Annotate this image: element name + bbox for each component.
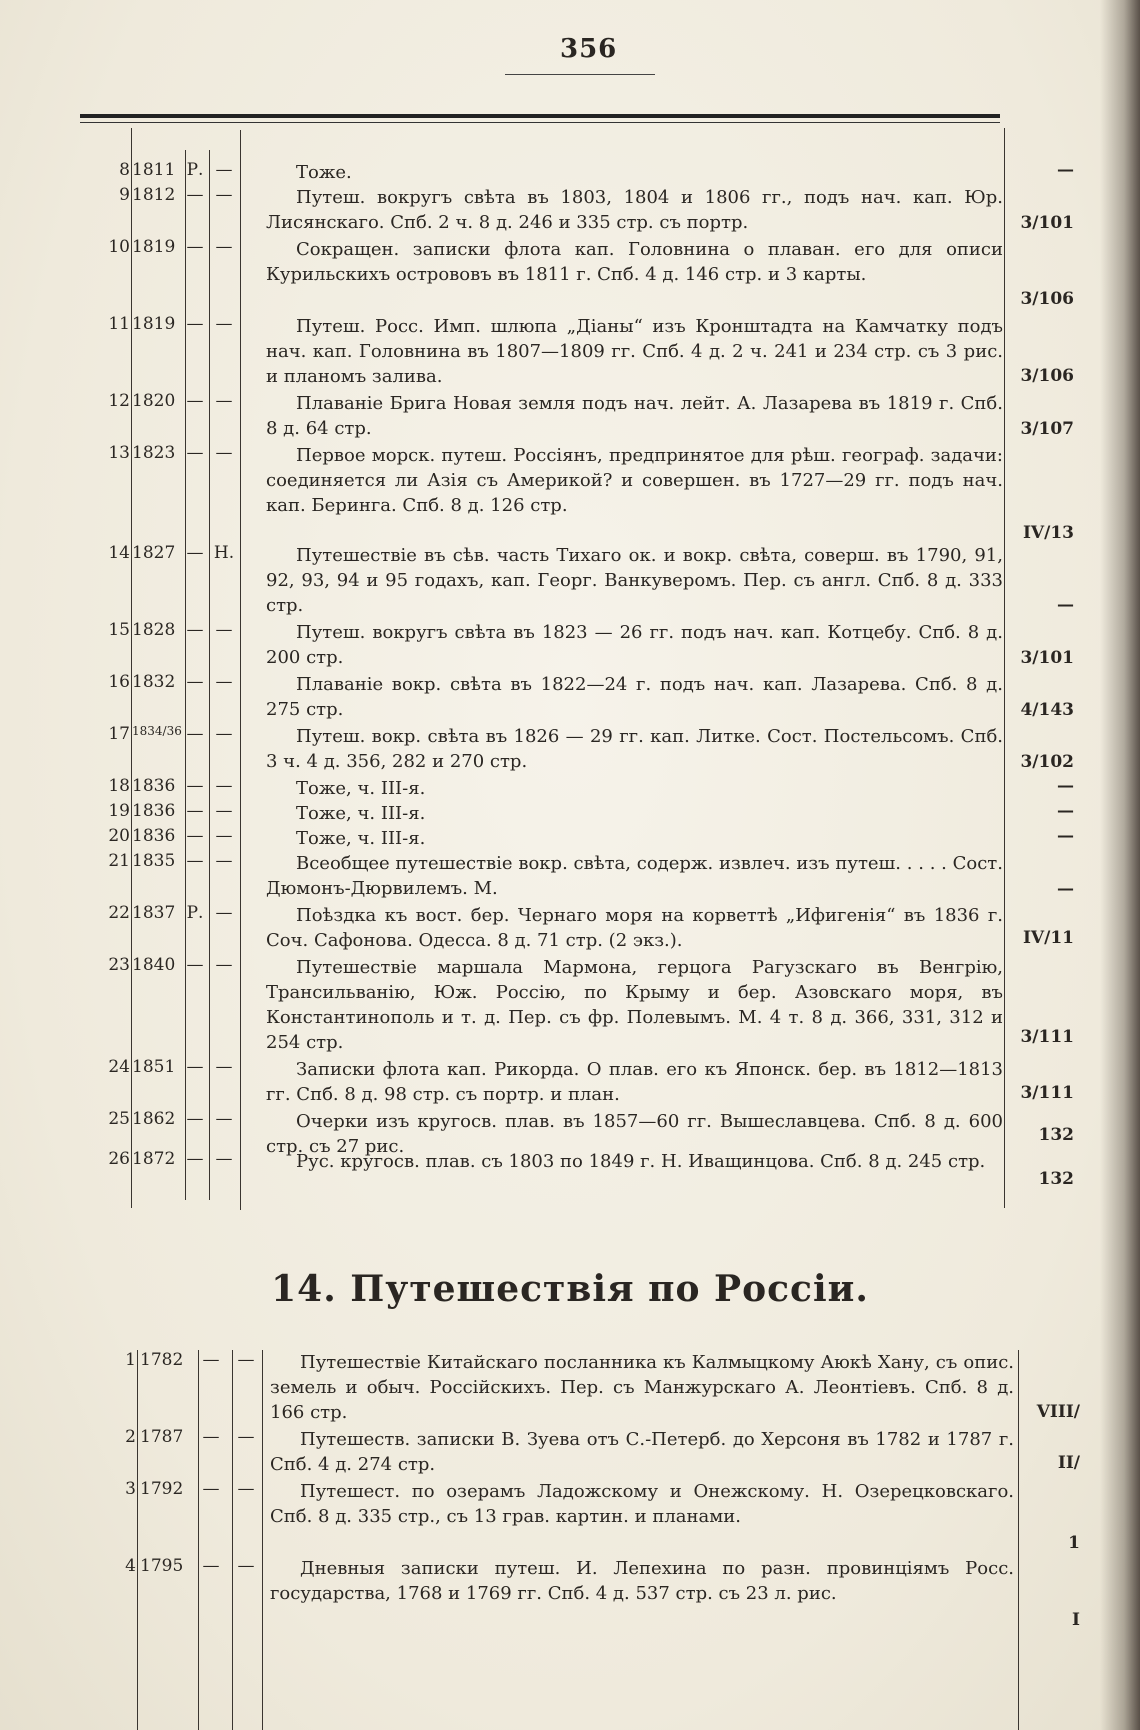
column-line — [209, 150, 210, 1200]
shelf-reference: IV/13 — [1022, 523, 1074, 543]
entry-mark: — — [186, 672, 204, 692]
section-title: 14. Путешествія по Россіи. — [271, 1268, 869, 1310]
entry-mark: — — [202, 1427, 220, 1447]
entry-mark: — — [202, 1350, 220, 1370]
column-line — [131, 128, 132, 1208]
column-line — [232, 1350, 233, 1730]
entry-mark: — — [215, 955, 233, 975]
entry-description: Тоже, ч. III-я. — [296, 828, 426, 849]
entry-number: 16 — [108, 672, 130, 692]
entry-number: 8 — [119, 160, 130, 180]
entry-year: 1836 — [132, 776, 176, 796]
entry-number: 17 — [108, 724, 130, 744]
entry-mark: — — [186, 955, 204, 975]
entry-number: 23 — [108, 955, 130, 975]
column-line — [262, 1350, 263, 1730]
entry-number: 22 — [108, 903, 130, 923]
entry-number: 18 — [108, 776, 130, 796]
entry-number: 3 — [125, 1479, 136, 1499]
entry-mark: — — [186, 1149, 204, 1169]
entry-year: 1819 — [132, 314, 176, 334]
shelf-reference: — — [1057, 826, 1074, 846]
entry-description: Плаваніе Брига Новая земля подъ нач. лейт. А. Лазарева въ 1819 г. Спб. 8 д. 64 стр. — [266, 393, 1003, 439]
shelf-reference: I — [1072, 1610, 1080, 1630]
entry-year: 1834/36 — [132, 724, 182, 738]
entry-year: 1811 — [132, 160, 176, 180]
entry-mark: — — [186, 620, 204, 640]
entry-number: 26 — [108, 1149, 130, 1169]
entry-mark: — — [215, 1057, 233, 1077]
entry-description: Путешествіе Китайскаго посланника къ Калмыцкому Аюкѣ Хану, съ опис. земель и обыч. Россійскихъ. Пер. съ Манжурскаго А. Леонтіевъ. Спб. 8 д. 166 стр. — [270, 1352, 1014, 1423]
entry-number: 10 — [108, 237, 130, 257]
entry-number: 20 — [108, 826, 130, 846]
entry-year: 1851 — [132, 1057, 176, 1077]
column-line — [198, 1350, 199, 1730]
column-line — [1018, 1350, 1019, 1730]
entry-mark: — — [186, 724, 204, 744]
shelf-reference: — — [1057, 801, 1074, 821]
entry-mark: — — [186, 801, 204, 821]
entry-description: Тоже, ч. III-я. — [296, 778, 426, 799]
entry-number: 24 — [108, 1057, 130, 1077]
entry-year: 1836 — [132, 826, 176, 846]
column-line — [137, 1350, 138, 1730]
entry-mark: Р. — [186, 903, 204, 923]
entry-mark: — — [237, 1556, 255, 1576]
shelf-reference: — — [1057, 776, 1074, 796]
entry-description: Плаваніе вокр. свѣта въ 1822—24 г. подъ нач. кап. Лазарева. Спб. 8 д. 275 стр. — [266, 674, 1003, 720]
entry-mark: Р. — [186, 160, 204, 180]
entry-mark: — — [186, 185, 204, 205]
shelf-reference: 3/107 — [1020, 419, 1074, 439]
entry-mark: — — [186, 826, 204, 846]
entry-number: 15 — [108, 620, 130, 640]
entry-mark: — — [202, 1556, 220, 1576]
entry-year: 1862 — [132, 1109, 176, 1129]
entry-description: Дневныя записки путеш. И. Лепехина по разн. провинціямъ Росс. государства, 1768 и 1769 гг. Спб. 4 д. 537 стр. съ 23 л. рис. — [270, 1558, 1014, 1604]
entry-description: Рус. кругосв. плав. съ 1803 по 1849 г. Н. Иващинцова. Спб. 8 д. 245 стр. — [296, 1151, 986, 1172]
page-number: 356 — [560, 34, 618, 64]
entry-description: Тоже. — [296, 162, 352, 183]
entry-mark: — — [237, 1427, 255, 1447]
entry-description: Очерки изъ кругосв. плав. въ 1857—60 гг. Вышеславцева. Спб. 8 д. 600 стр. съ 27 рис. — [266, 1111, 1003, 1157]
entry-year: 1832 — [132, 672, 176, 692]
shelf-reference: 3/106 — [1020, 366, 1074, 386]
entry-description: Путешеств. записки В. Зуева отъ С.-Петерб. до Херсоня въ 1782 и 1787 г. Спб. 4 д. 274 стр. — [270, 1429, 1014, 1475]
entry-description: Путеш. вокругъ свѣта въ 1823 — 26 гг. подъ нач. кап. Котцебу. Спб. 8 д. 200 стр. — [266, 622, 1003, 668]
entry-number: 1 — [125, 1350, 136, 1370]
shelf-reference: 3/101 — [1020, 648, 1074, 668]
entry-mark: — — [215, 391, 233, 411]
entry-year: 1837 — [132, 903, 176, 923]
entry-year: 1872 — [132, 1149, 176, 1169]
entry-description: Путеш. Росс. Имп. шлюпа „Діаны“ изъ Кронштадта на Камчатку подъ нач. кап. Головнина въ 1807—1809 гг. Спб. 4 д. 2 ч. 241 и 234 стр. съ 3 рис. и планомъ залива. — [266, 316, 1003, 387]
entry-mark: — — [215, 826, 233, 846]
shelf-reference: 4/143 — [1020, 700, 1074, 720]
entry-number: 4 — [125, 1556, 136, 1576]
entry-description: Путеш. вокр. свѣта въ 1826 — 29 гг. кап. Литке. Сост. Постельсомъ. Спб. 3 ч. 4 д. 356, 282 и 270 стр. — [266, 726, 1003, 772]
entry-mark: — — [186, 443, 204, 463]
shelf-reference: 3/111 — [1020, 1083, 1074, 1103]
entry-year: 1787 — [140, 1427, 184, 1447]
entry-mark: — — [237, 1479, 255, 1499]
entry-mark: Н. — [213, 543, 235, 563]
entry-description: Путешествіе маршала Мармона, герцога Рагузскаго въ Венгрію, Трансильванію, Юж. Россію, по Крыму и бер. Азовскаго моря, въ Константинополь и т. д. Пер. съ фр. Полевымъ. М. 4 т. 8 д. 366, 331, 312 и 254 стр. — [266, 957, 1003, 1053]
entry-description: Записки флота кап. Рикорда. О плав. его къ Японск. бер. въ 1812—1813 гг. Спб. 8 д. 98 стр. съ портр. и план. — [266, 1059, 1003, 1105]
entry-year: 1835 — [132, 851, 176, 871]
shelf-reference: — — [1057, 879, 1074, 899]
entry-mark: — — [186, 1057, 204, 1077]
entry-year: 1782 — [140, 1350, 184, 1370]
entry-number: 19 — [108, 801, 130, 821]
page-number-underline — [505, 74, 655, 75]
entry-mark: — — [215, 672, 233, 692]
entry-number: 11 — [108, 314, 130, 334]
entry-year: 1836 — [132, 801, 176, 821]
entry-mark: — — [215, 160, 233, 180]
entry-description: Поѣздка къ вост. бер. Чернаго моря на корветтѣ „Ифигенія“ въ 1836 г. Соч. Сафонова. Одесса. 8 д. 71 стр. (2 экз.). — [266, 905, 1003, 951]
entry-description: Сокращен. записки флота кап. Головнина о плаван. его для описи Курильскихъ острововъ въ 1811 г. Спб. 4 д. 146 стр. и 3 карты. — [266, 239, 1003, 285]
entry-mark: — — [237, 1350, 255, 1370]
entry-number: 2 — [125, 1427, 136, 1447]
entry-mark: — — [186, 851, 204, 871]
entry-description: Путешест. по озерамъ Ладожскому и Онежскому. Н. Озерецковскаго. Спб. 8 д. 335 стр., съ 13 грав. картин. и планами. — [270, 1481, 1014, 1527]
entry-mark: — — [215, 443, 233, 463]
shelf-reference: IV/11 — [1022, 928, 1074, 948]
entry-year: 1795 — [140, 1556, 184, 1576]
entry-mark: — — [186, 391, 204, 411]
shelf-reference: 3/101 — [1020, 213, 1074, 233]
entry-number: 9 — [119, 185, 130, 205]
header-rule-thin — [80, 122, 1000, 123]
entry-number: 12 — [108, 391, 130, 411]
entry-year: 1828 — [132, 620, 176, 640]
entry-mark: — — [215, 776, 233, 796]
entry-number: 21 — [108, 851, 130, 871]
entry-mark: — — [215, 237, 233, 257]
entry-mark: — — [215, 314, 233, 334]
entry-mark: — — [186, 237, 204, 257]
shelf-reference: VIII/ — [1036, 1402, 1080, 1422]
shelf-reference: II/ — [1057, 1453, 1080, 1473]
entry-description: Путешествіе въ сѣв. часть Тихаго ок. и вокр. свѣта, соверш. въ 1790, 91, 92, 93, 94 и 95 годахъ, кап. Георг. Ванкуверомъ. Пер. съ англ. Спб. 8 д. 333 стр. — [266, 545, 1003, 616]
shelf-reference: 1 — [1068, 1533, 1080, 1553]
entry-mark: — — [215, 1109, 233, 1129]
entry-mark: — — [186, 314, 204, 334]
entry-mark: — — [215, 724, 233, 744]
column-line — [240, 130, 241, 1210]
column-line — [1004, 128, 1005, 1208]
entry-mark: — — [215, 801, 233, 821]
entry-number: 14 — [108, 543, 130, 563]
entry-mark: — — [215, 1149, 233, 1169]
shelf-reference: 132 — [1038, 1169, 1074, 1189]
shelf-reference: 3/111 — [1020, 1027, 1074, 1047]
shelf-reference: 3/106 — [1020, 289, 1074, 309]
entry-description: Первое морск. путеш. Россіянъ, предпринятое для рѣш. географ. задачи: соединяется ли Азія съ Америкой? и совершен. въ 1727—29 гг. подъ нач. кап. Беринга. Спб. 8 д. 126 стр. — [266, 445, 1003, 516]
book-binding-shadow — [1100, 0, 1140, 1730]
entry-description: Всеобщее путешествіе вокр. свѣта, содерж. извлеч. изъ путеш. . . . . Сост. Дюмонъ-Дюрвилемъ. М. — [266, 853, 1003, 899]
entry-year: 1840 — [132, 955, 176, 975]
entry-description: Тоже, ч. III-я. — [296, 803, 426, 824]
entry-year: 1812 — [132, 185, 176, 205]
entry-mark: — — [186, 543, 204, 563]
entry-year: 1827 — [132, 543, 176, 563]
entry-mark: — — [202, 1479, 220, 1499]
entry-description: Путеш. вокругъ свѣта въ 1803, 1804 и 1806 гг., подъ нач. кап. Юр. Лисянскаго. Спб. 2 ч. 8 д. 246 и 335 стр. съ портр. — [266, 187, 1003, 233]
entry-mark: — — [215, 185, 233, 205]
entry-mark: — — [215, 851, 233, 871]
entry-year: 1819 — [132, 237, 176, 257]
shelf-reference: 132 — [1038, 1125, 1074, 1145]
entry-mark: — — [186, 776, 204, 796]
entry-mark: — — [215, 903, 233, 923]
entry-mark: — — [215, 620, 233, 640]
entry-number: 25 — [108, 1109, 130, 1129]
entry-year: 1823 — [132, 443, 176, 463]
entry-number: 13 — [108, 443, 130, 463]
entry-year: 1820 — [132, 391, 176, 411]
entry-year: 1792 — [140, 1479, 184, 1499]
shelf-reference: 3/102 — [1020, 752, 1074, 772]
header-rule-thick — [80, 114, 1000, 118]
entry-mark: — — [186, 1109, 204, 1129]
shelf-reference: — — [1057, 160, 1074, 180]
shelf-reference: — — [1057, 595, 1074, 615]
